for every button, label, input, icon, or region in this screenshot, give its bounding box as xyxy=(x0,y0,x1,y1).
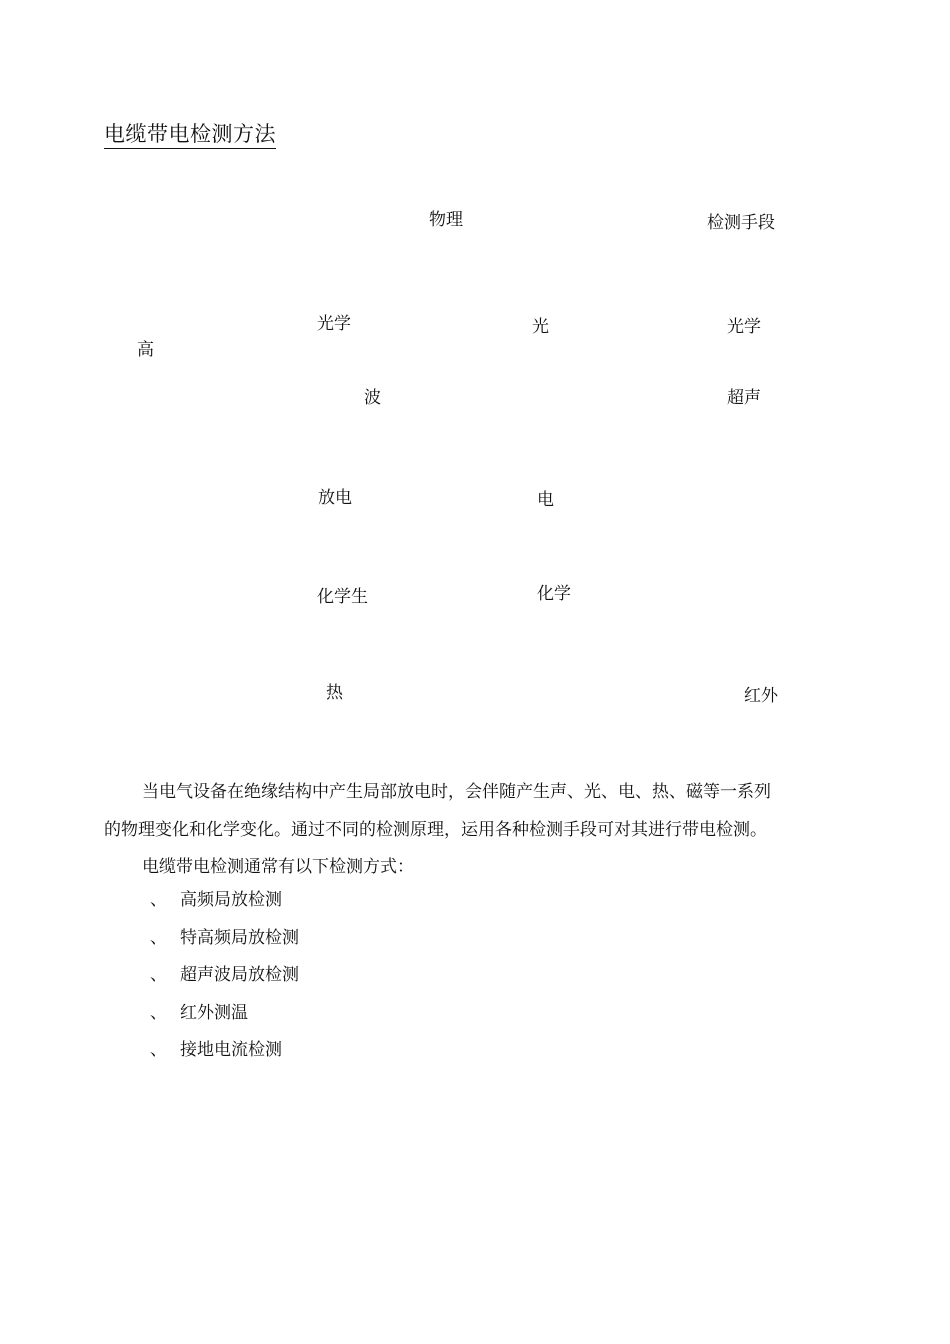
phenomenon-optics: 光学 xyxy=(317,314,351,334)
phenomenon-discharge: 放电 xyxy=(318,488,352,508)
phenomenon-chemical: 化学生 xyxy=(317,587,368,607)
paragraph-1-line-2: 的物理变化和化学变化。通过不同的检测原理，运用各种检测手段可对其进行带电检测。 xyxy=(104,820,767,840)
list-item-text: 特高频局放检测 xyxy=(180,927,299,948)
root-label: 高 xyxy=(137,340,154,360)
method-ultrasonic: 超声 xyxy=(727,388,761,408)
list-item-text: 接地电流检测 xyxy=(180,1040,282,1060)
list-item xyxy=(150,1040,299,1078)
list-item xyxy=(150,1003,299,1041)
method-optics: 光学 xyxy=(727,317,761,337)
list-item-text: 超声波局放检测 xyxy=(180,965,299,985)
list-item-text: 红外测温 xyxy=(180,1002,248,1023)
list-marker: 、 xyxy=(150,965,167,985)
list-item-text: 高频局放检测 xyxy=(180,890,282,910)
list-marker: 、 xyxy=(150,1040,167,1060)
header-method: 检测手段 xyxy=(707,213,775,233)
quantity-electric: 电 xyxy=(537,490,554,510)
list-marker: 、 xyxy=(150,927,167,948)
list-marker: 、 xyxy=(150,890,167,910)
paragraph-2: 电缆带电检测通常有以下检测方式： xyxy=(142,857,414,877)
list-item xyxy=(150,928,299,966)
list-item xyxy=(150,965,299,1003)
document-title: 电缆带电检测方法 xyxy=(104,121,276,149)
phenomenon-heat: 热 xyxy=(326,683,343,703)
phenomenon-wave: 波 xyxy=(364,388,381,408)
quantity-chemical: 化学 xyxy=(537,584,571,604)
paragraph-1-line-1: 当电气设备在绝缘结构中产生局部放电时，会伴随产生声、光、电、热、磁等一系列 xyxy=(142,782,771,802)
header-physical: 物理 xyxy=(429,210,463,230)
method-infrared: 红外 xyxy=(744,686,778,706)
detection-method-list xyxy=(150,890,299,1078)
quantity-light: 光 xyxy=(532,317,549,337)
list-marker: 、 xyxy=(150,1002,167,1023)
list-item xyxy=(150,890,299,928)
